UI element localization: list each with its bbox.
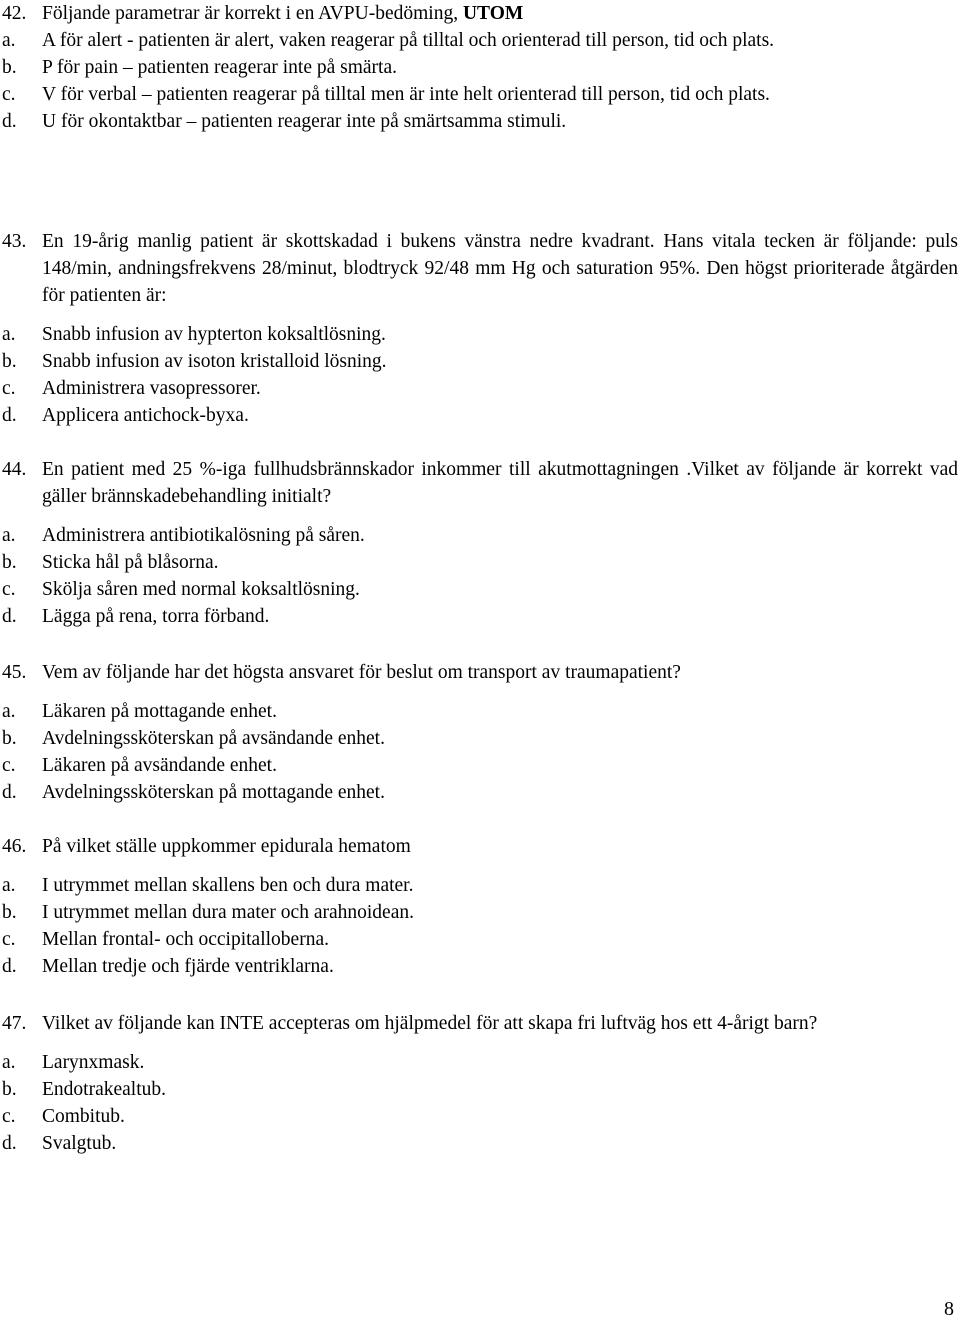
- option-a: a. A för alert - patienten är alert, vaken reagerar på tilltal och orienterad till person, tid och plats.: [2, 30, 775, 51]
- option-a: a. I utrymmet mellan skallens ben och dura mater.: [2, 875, 414, 896]
- question-number: 44.: [2, 459, 27, 480]
- option-c: c. V för verbal – patienten reagerar på tilltal men är inte helt orienterad till person, tid och plats.: [2, 84, 770, 105]
- question-text: En patient med 25 %-iga fullhudsbrännskador inkommer till akutmottagningen .Vilket av följande är korrekt vad gäller brännskadebehandling initialt?: [42, 459, 958, 507]
- question-number: 46.: [2, 836, 27, 857]
- option-d: d. Avdelningssköterskan på mottagande enhet.: [2, 782, 385, 803]
- option-b: b. Sticka hål på blåsorna.: [2, 552, 219, 573]
- option-b: b. P för pain – patienten reagerar inte på smärta.: [2, 57, 397, 78]
- option-c: c. Administrera vasopressorer.: [2, 378, 261, 399]
- question-text: På vilket ställe uppkommer epidurala hematom: [42, 836, 411, 857]
- question-text: En 19-årig manlig patient är skottskadad i bukens vänstra nedre kvadrant. Hans vitala tecken är följande: puls 148/min, andningsfrekvens 28/minut, blodtryck 92/48 mm Hg och saturation 95%. Den högst prioriterade åtgärden för patienten är:: [42, 231, 958, 306]
- option-list: [0, 698, 960, 806]
- option-list: [0, 522, 960, 630]
- option-b: b. I utrymmet mellan dura mater och arahnoidean.: [2, 902, 414, 923]
- question-number: 42.: [2, 3, 27, 24]
- emphasis-text: UTOM: [462, 3, 524, 24]
- page-number: 8: [944, 1298, 954, 1320]
- question-number: 45.: [2, 662, 27, 683]
- question-42: [0, 0, 960, 135]
- question-44: [0, 456, 960, 630]
- option-d: d. U för okontaktbar – patienten reagerar inte på smärtsamma stimuli.: [2, 111, 567, 132]
- question-46: [0, 833, 960, 980]
- option-b: b. Avdelningssköterskan på avsändande enhet.: [2, 728, 385, 749]
- option-c: c. Mellan frontal- och occipitalloberna.: [2, 929, 329, 950]
- option-list: [0, 1049, 960, 1157]
- option-list: [0, 872, 960, 980]
- question-text: Vem av följande har det högsta ansvaret för beslut om transport av traumapatient?: [42, 662, 681, 683]
- question-47: [0, 1010, 960, 1157]
- question-43: [0, 228, 960, 429]
- question-45: [0, 659, 960, 806]
- question-number: 43.: [2, 231, 27, 252]
- option-c: c. Combitub.: [2, 1106, 125, 1127]
- option-d: d. Svalgtub.: [2, 1133, 117, 1154]
- option-c: c. Skölja såren med normal koksaltlösning.: [2, 579, 360, 600]
- option-b: b. Snabb infusion av isoton kristalloid lösning.: [2, 351, 387, 372]
- option-a: a. Läkaren på mottagande enhet.: [2, 701, 277, 722]
- option-d: d. Lägga på rena, torra förband.: [2, 606, 270, 627]
- question-text: Vilket av följande kan INTE accepteras om hjälpmedel för att skapa fri luftväg hos ett 4-årigt barn?: [42, 1013, 818, 1034]
- option-d: d. Applicera antichock-byxa.: [2, 405, 249, 426]
- option-list: [0, 321, 960, 429]
- question-text: Följande parametrar är korrekt i en AVPU-bedöming, UTOM: [42, 3, 524, 24]
- option-d: d. Mellan tredje och fjärde ventriklarna.: [2, 956, 334, 977]
- option-b: b. Endotrakealtub.: [2, 1079, 166, 1100]
- option-a: a. Administrera antibiotikalösning på såren.: [2, 525, 365, 546]
- option-a: a. Larynxmask.: [2, 1052, 145, 1073]
- option-list: [0, 27, 960, 135]
- option-a: a. Snabb infusion av hypterton koksaltlösning.: [2, 324, 386, 345]
- option-c: c. Läkaren på avsändande enhet.: [2, 755, 277, 776]
- question-number: 47.: [2, 1013, 27, 1034]
